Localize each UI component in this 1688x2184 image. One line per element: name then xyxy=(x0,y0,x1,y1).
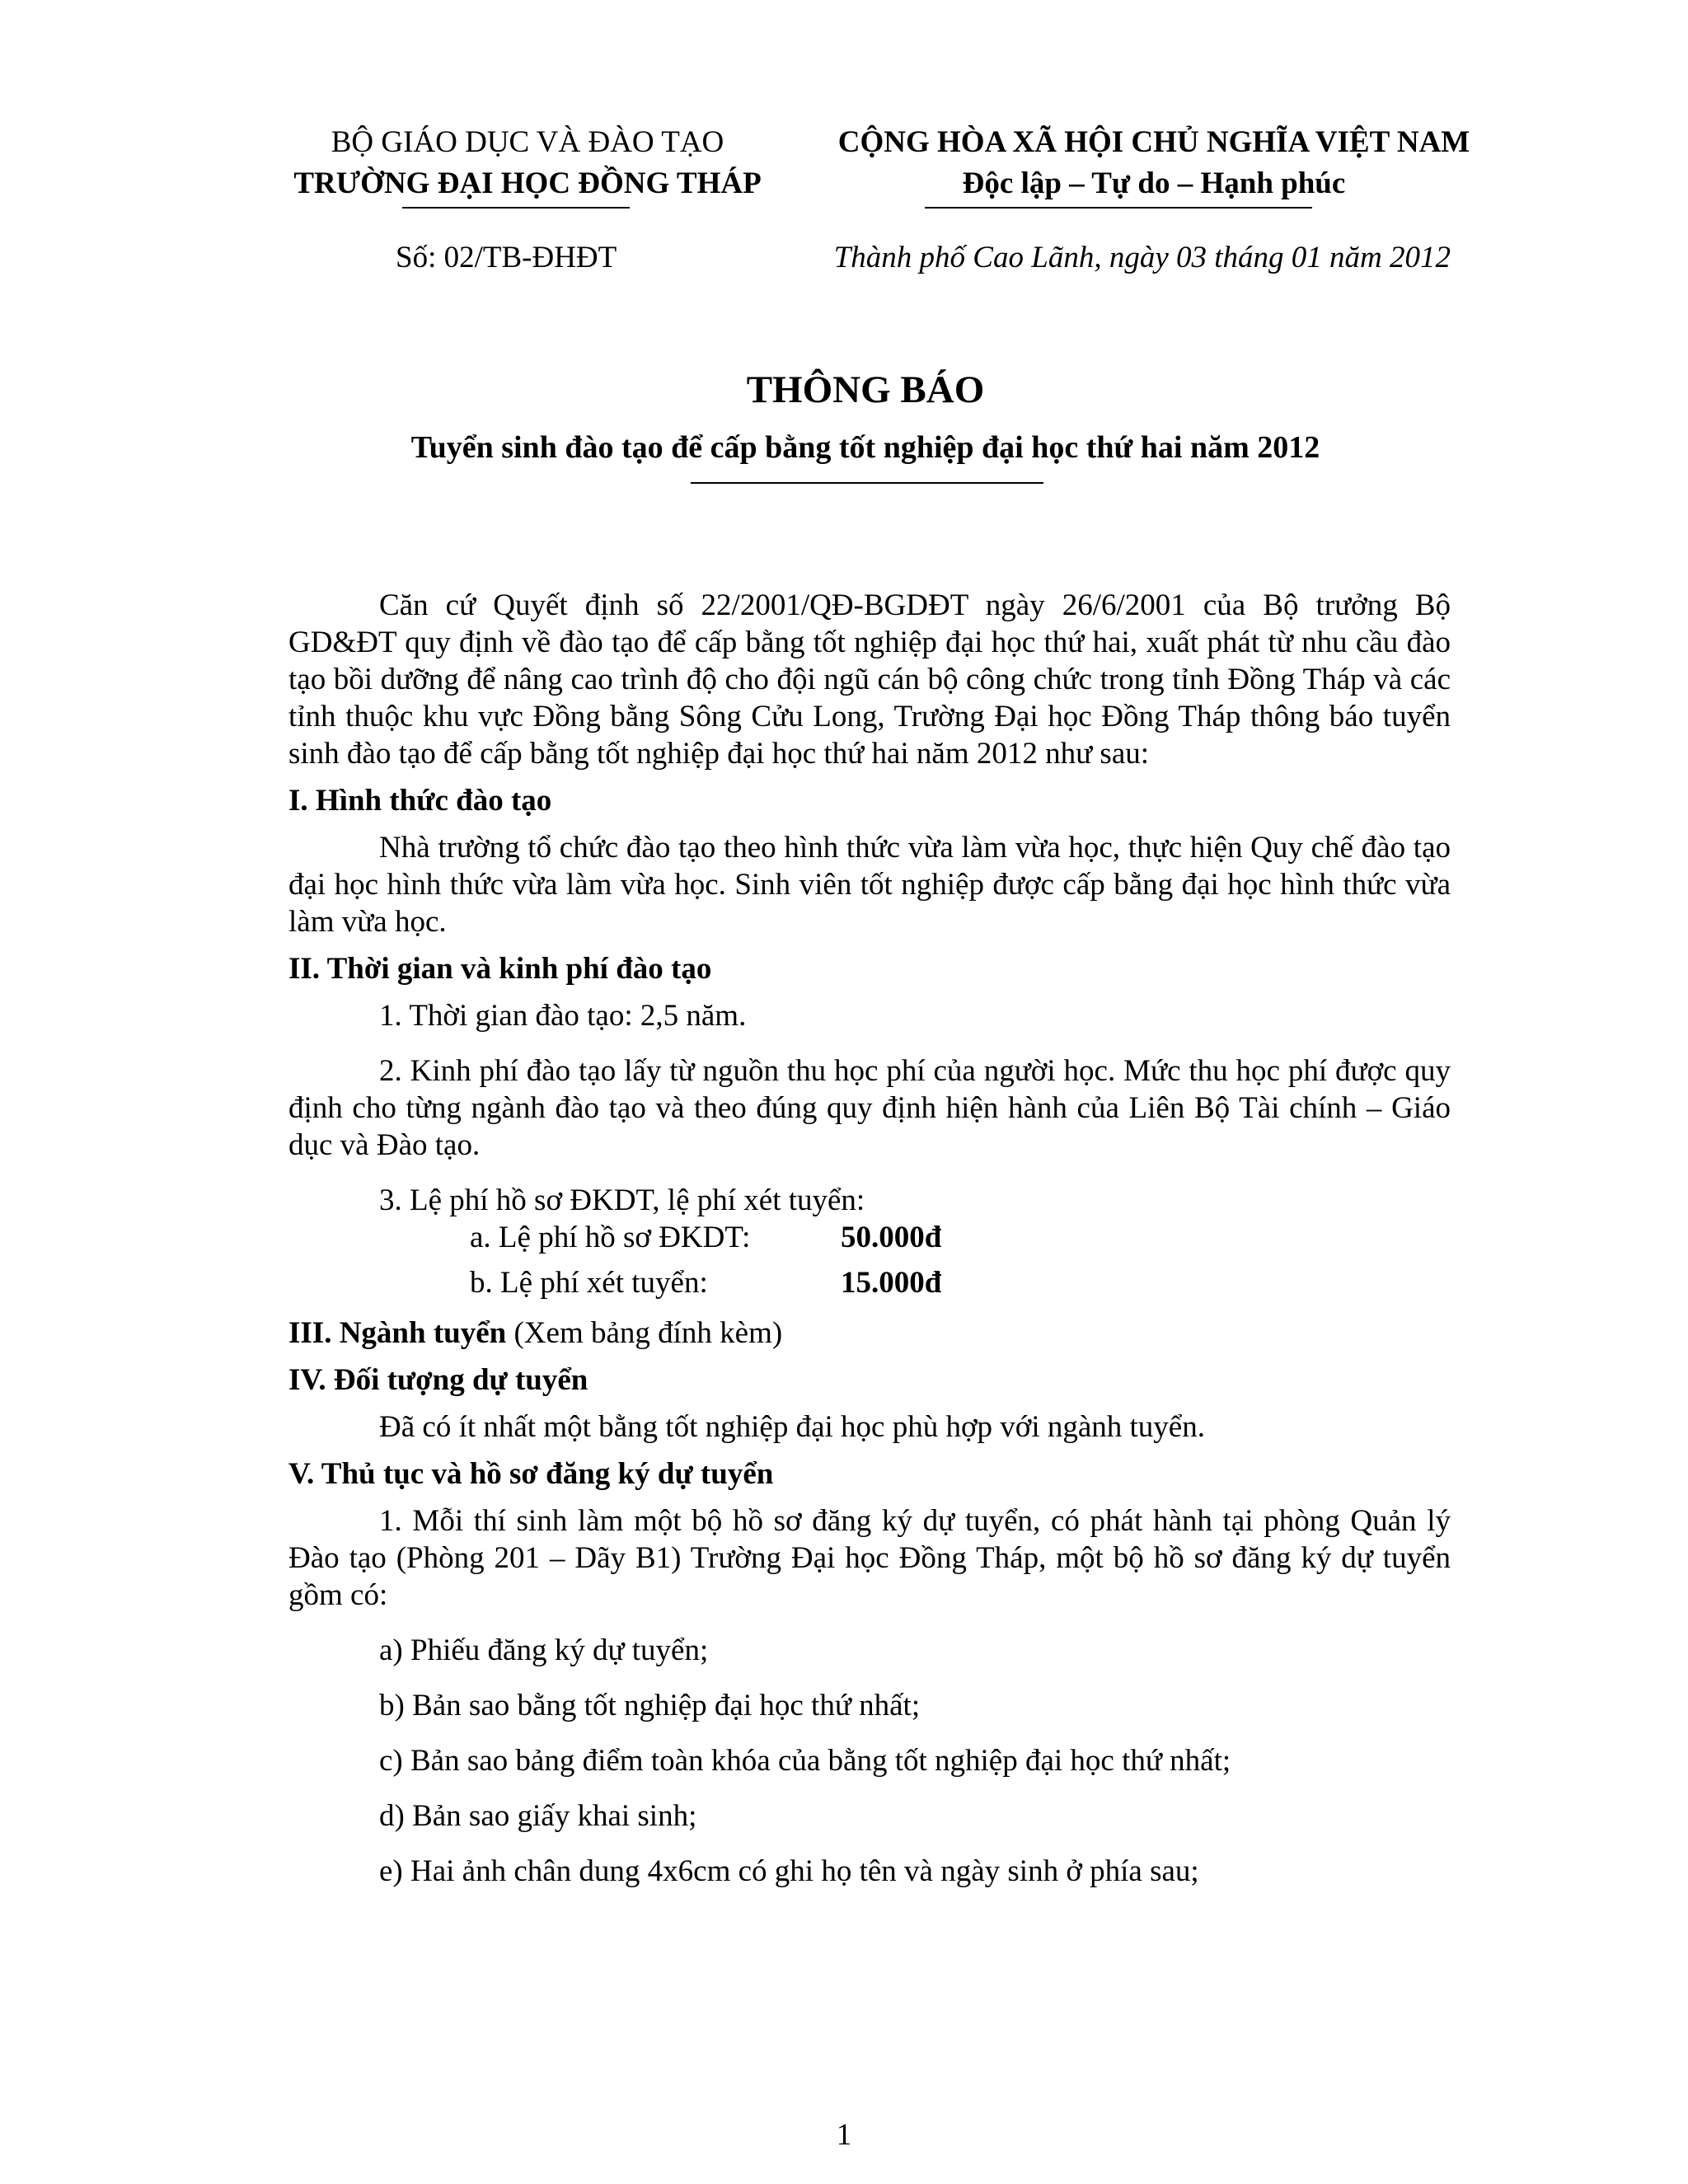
issuer-block xyxy=(280,122,775,204)
page-subtitle: Tuyển sinh đào tạo để cấp bằng tốt nghiệp đại học thứ hai năm 2012 xyxy=(410,430,1320,465)
section-5-heading: V. Thủ tục và hồ sơ đăng ký dự tuyển xyxy=(288,1457,774,1491)
section-1-heading: I. Hình thức đào tạo xyxy=(288,784,552,818)
subtitle-underline xyxy=(691,482,1043,484)
motto: Độc lập – Tự do – Hạnh phúc xyxy=(962,166,1346,200)
fee-registration-value: 50.000đ xyxy=(841,1221,942,1254)
motto-underline xyxy=(925,207,1312,209)
national-header xyxy=(791,122,1517,204)
fee-selection-label: b. Lệ phí xét tuyển: xyxy=(470,1266,708,1300)
intro-paragraph: Căn cứ Quyết định số 22/2001/QĐ-BGDĐT ngày 26/6/2001 của Bộ trưởng Bộ GD&ĐT quy định về đào tạo để cấp bằng tốt nghiệp đại học thứ hai, xuất phát từ nhu cầu đào tạo bồi dưỡng để nâng cao trình độ cho đội ngũ cán bộ công chức trong tỉnh Đồng Tháp và các tỉnh thuộc khu vực Đồng bằng Sông Cửu Long, Trường Đại học Đồng Tháp thông báo tuyển sinh đào tạo để cấp bằng tốt nghiệp đại học thứ hai năm 2012 như sau: xyxy=(288,588,1451,771)
section-2-heading: II. Thời gian và kinh phí đào tạo xyxy=(288,952,712,986)
document-date: Thành phố Cao Lãnh, ngày 03 tháng 01 năm 2012 xyxy=(833,241,1451,274)
required-document-item: b) Bản sao bằng tốt nghiệp đại học thứ nhất; xyxy=(379,1689,921,1722)
section-2-item-2: 2. Kinh phí đào tạo lấy từ nguồn thu học phí của người học. Mức thu học phí được quy định cho từng ngành đào tạo và theo đúng quy định hiện hành của Liên Bộ Tài chính – Giáo dục và Đào tạo. xyxy=(288,1054,1451,1162)
page-title: THÔNG BÁO xyxy=(746,368,985,411)
country-name: CỘNG HÒA XÃ HỘI CHỦ NGHĨA VIỆT NAM xyxy=(837,125,1470,159)
fee-selection-value: 15.000đ xyxy=(841,1266,942,1300)
document-number: Số: 02/TB-ĐHĐT xyxy=(396,241,617,274)
ministry-name: BỘ GIÁO DỤC VÀ ĐÀO TẠO xyxy=(331,125,724,159)
university-name: TRƯỜNG ĐẠI HỌC ĐỒNG THÁP xyxy=(293,166,762,200)
required-document-item: e) Hai ảnh chân dung 4x6cm có ghi họ tên và ngày sinh ở phía sau; xyxy=(379,1854,1199,1888)
section-4-text: Đã có ít nhất một bằng tốt nghiệp đại học phù hợp với ngành tuyển. xyxy=(379,1410,1205,1444)
required-document-item: c) Bản sao bảng điểm toàn khóa của bằng tốt nghiệp đại học thứ nhất; xyxy=(379,1744,1231,1778)
issuer-underline xyxy=(402,207,630,209)
required-document-item: d) Bản sao giấy khai sinh; xyxy=(379,1799,697,1833)
section-3-heading: III. Ngành tuyển xyxy=(288,1316,507,1350)
page-number: 1 xyxy=(836,2118,852,2152)
document-body xyxy=(288,587,1451,1890)
fee-row-selection xyxy=(288,1264,1451,1301)
fee-registration-label: a. Lệ phí hồ sơ ĐKDT: xyxy=(470,1221,751,1254)
section-2-item-1: 1. Thời gian đào tạo: 2,5 năm. xyxy=(379,999,747,1033)
section-2-item-3: 3. Lệ phí hồ sơ ĐKDT, lệ phí xét tuyển: xyxy=(379,1183,865,1217)
section-5-item-1: 1. Mỗi thí sinh làm một bộ hồ sơ đăng ký dự tuyển, có phát hành tại phòng Quản lý Đào tạo (Phòng 201 – Dãy B1) Trường Đại học Đồng Tháp, một bộ hồ sơ đăng ký dự tuyển gồm có: xyxy=(288,1504,1451,1612)
section-3-note: (Xem bảng đính kèm) xyxy=(506,1316,783,1350)
section-3-line xyxy=(288,1315,1451,1352)
required-document-item: a) Phiếu đăng ký dự tuyển; xyxy=(379,1633,709,1667)
section-1-text: Nhà trường tổ chức đào tạo theo hình thức vừa làm vừa học, thực hiện Quy chế đào tạo đại học hình thức vừa làm vừa học. Sinh viên tốt nghiệp được cấp bằng đại học hình thức vừa làm vừa học. xyxy=(288,831,1451,939)
fee-row-registration xyxy=(288,1219,1451,1256)
section-4-heading: IV. Đối tượng dự tuyển xyxy=(288,1363,588,1397)
